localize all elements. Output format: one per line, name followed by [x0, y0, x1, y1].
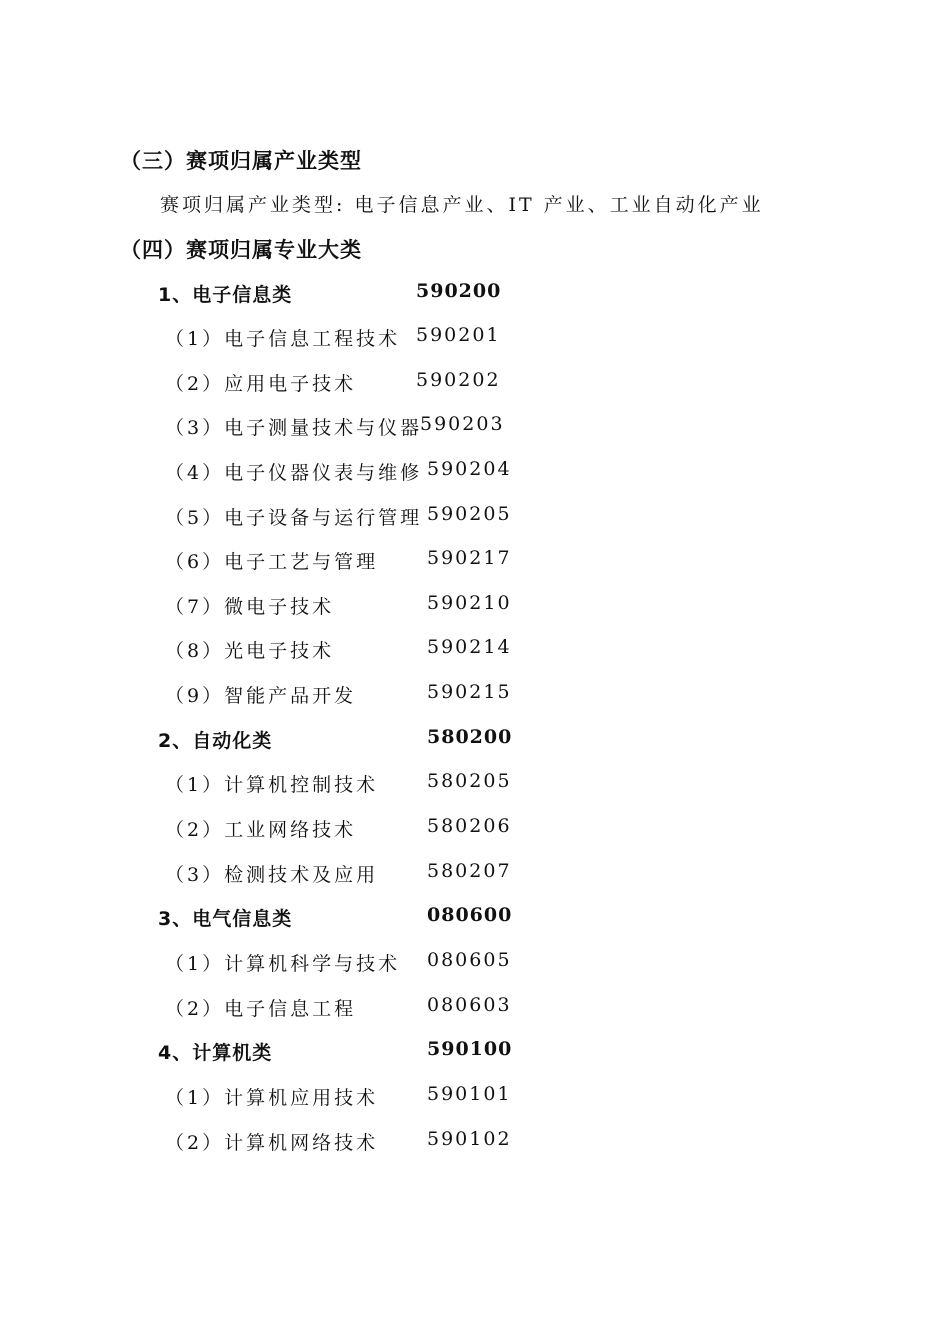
category-code: 590100 [427, 1038, 513, 1060]
major-code: 590201 [416, 324, 501, 346]
section-4-heading: （四）赛项归属专业大类 [120, 238, 362, 262]
major-code: 590217 [427, 547, 512, 569]
major-code: 590101 [427, 1083, 512, 1105]
major-name: （1）计算机应用技术 [165, 1087, 379, 1109]
major-name: （2）电子信息工程 [165, 998, 357, 1020]
major-row [0, 324, 950, 354]
major-row [0, 994, 950, 1024]
major-row [0, 815, 950, 845]
major-code: 580207 [427, 860, 512, 882]
major-row [0, 413, 950, 443]
major-row [0, 1128, 950, 1158]
major-code: 590203 [420, 413, 505, 435]
category-code: 590200 [416, 280, 502, 302]
major-code: 590204 [427, 458, 512, 480]
category-code: 580200 [427, 726, 513, 748]
major-row [0, 949, 950, 979]
major-name: （7）微电子技术 [165, 596, 335, 618]
major-row [0, 770, 950, 800]
major-code: 590205 [427, 503, 512, 525]
major-row [0, 636, 950, 666]
major-row [0, 369, 950, 399]
industry-type-text: 赛项归属产业类型: 电子信息产业、IT 产业、工业自动化产业 [160, 194, 764, 216]
major-code: 590215 [427, 681, 512, 703]
major-name: （2）应用电子技术 [165, 373, 357, 395]
major-name: （4）电子仪器仪表与维修 [165, 462, 423, 484]
major-row [0, 592, 950, 622]
major-code: 590202 [416, 369, 501, 391]
major-name: （2）工业网络技术 [165, 819, 357, 841]
major-row [0, 547, 950, 577]
major-name: （2）计算机网络技术 [165, 1132, 379, 1154]
major-name: （1）计算机科学与技术 [165, 953, 401, 975]
major-code: 080605 [427, 949, 512, 971]
major-name: （5）电子设备与运行管理 [165, 507, 423, 529]
section-3-heading: （三）赛项归属产业类型 [120, 149, 362, 173]
major-code: 580206 [427, 815, 512, 837]
category-row [0, 726, 950, 756]
category-name: 2、自动化类 [158, 730, 273, 752]
major-row [0, 503, 950, 533]
major-code: 590214 [427, 636, 512, 658]
category-name: 1、电子信息类 [158, 284, 293, 306]
category-code: 080600 [427, 904, 513, 926]
category-row [0, 280, 950, 310]
major-name: （9）智能产品开发 [165, 685, 357, 707]
major-row [0, 860, 950, 890]
major-name: （1）计算机控制技术 [165, 774, 379, 796]
major-code: 080603 [427, 994, 512, 1016]
major-code: 590102 [427, 1128, 512, 1150]
major-row [0, 458, 950, 488]
major-name: （1）电子信息工程技术 [165, 328, 401, 350]
category-name: 4、计算机类 [158, 1042, 273, 1064]
major-name: （6）电子工艺与管理 [165, 551, 379, 573]
major-code: 590210 [427, 592, 512, 614]
major-row [0, 681, 950, 711]
major-name: （8）光电子技术 [165, 640, 335, 662]
major-code: 580205 [427, 770, 512, 792]
category-row [0, 904, 950, 934]
category-name: 3、电气信息类 [158, 908, 293, 930]
major-row [0, 1083, 950, 1113]
category-row [0, 1038, 950, 1068]
major-name: （3）电子测量技术与仪器 [165, 417, 423, 439]
major-name: （3）检测技术及应用 [165, 864, 379, 886]
